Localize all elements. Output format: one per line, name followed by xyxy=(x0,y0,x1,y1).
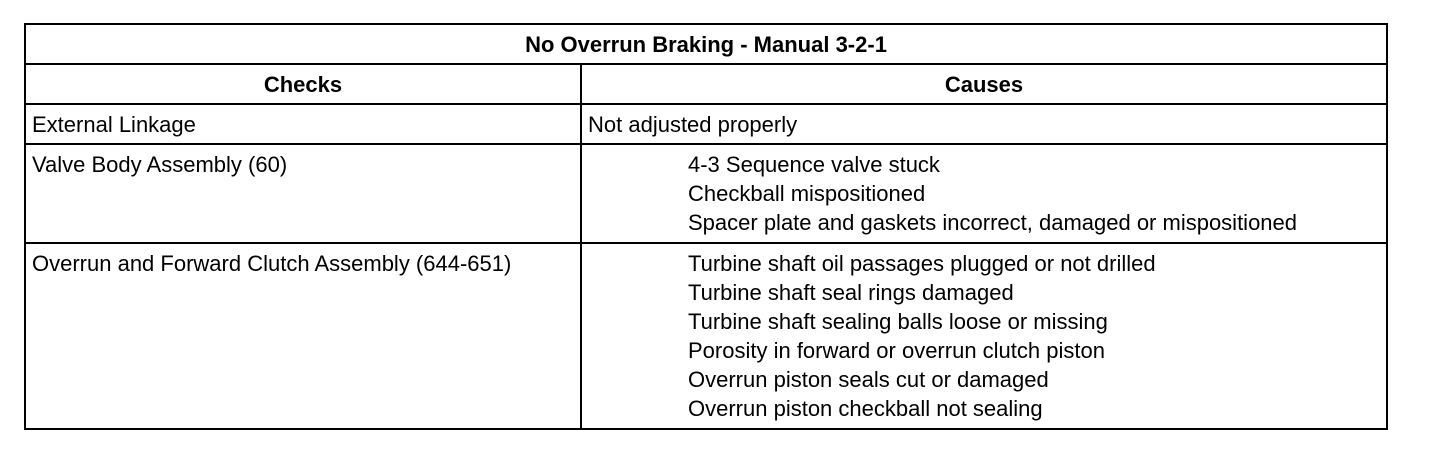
cause-item: Overrun piston seals cut or damaged xyxy=(688,367,1049,392)
cause-item: Overrun piston checkball not sealing xyxy=(688,396,1043,421)
title-row xyxy=(25,24,1387,64)
cause-list xyxy=(582,150,1386,237)
header-row xyxy=(25,64,1387,104)
cause-item: Turbine shaft seal rings damaged xyxy=(688,280,1014,305)
check-cell xyxy=(25,104,581,144)
check-cell xyxy=(25,243,581,429)
table-row xyxy=(25,104,1387,144)
check-text: Valve Body Assembly (60) xyxy=(32,152,288,177)
check-cell xyxy=(25,144,581,243)
table-row xyxy=(25,243,1387,429)
cause-cell xyxy=(581,144,1387,243)
cause-item: Porosity in forward or overrun clutch piston xyxy=(688,338,1105,363)
cause-item: Checkball mispositioned xyxy=(688,181,926,206)
cause-item: Turbine shaft oil passages plugged or not drilled xyxy=(688,251,1156,276)
header-checks: Checks xyxy=(25,64,581,104)
check-text: External Linkage xyxy=(32,111,196,137)
cause-list xyxy=(582,249,1386,423)
cause-item: 4-3 Sequence valve stuck xyxy=(688,152,940,177)
cause-item: Turbine shaft sealing balls loose or missing xyxy=(688,309,1108,334)
table-row xyxy=(25,144,1387,243)
table-title: No Overrun Braking - Manual 3-2-1 xyxy=(25,24,1387,64)
cause-cell xyxy=(581,243,1387,429)
diagnostic-table xyxy=(24,23,1388,430)
check-text: Overrun and Forward Clutch Assembly (644-651) xyxy=(32,251,512,276)
header-causes: Causes xyxy=(581,64,1387,104)
cause-item: Spacer plate and gaskets incorrect, damaged or mispositioned xyxy=(688,210,1298,235)
cause-cell xyxy=(581,104,1387,144)
cause-text: Not adjusted properly xyxy=(588,111,798,137)
